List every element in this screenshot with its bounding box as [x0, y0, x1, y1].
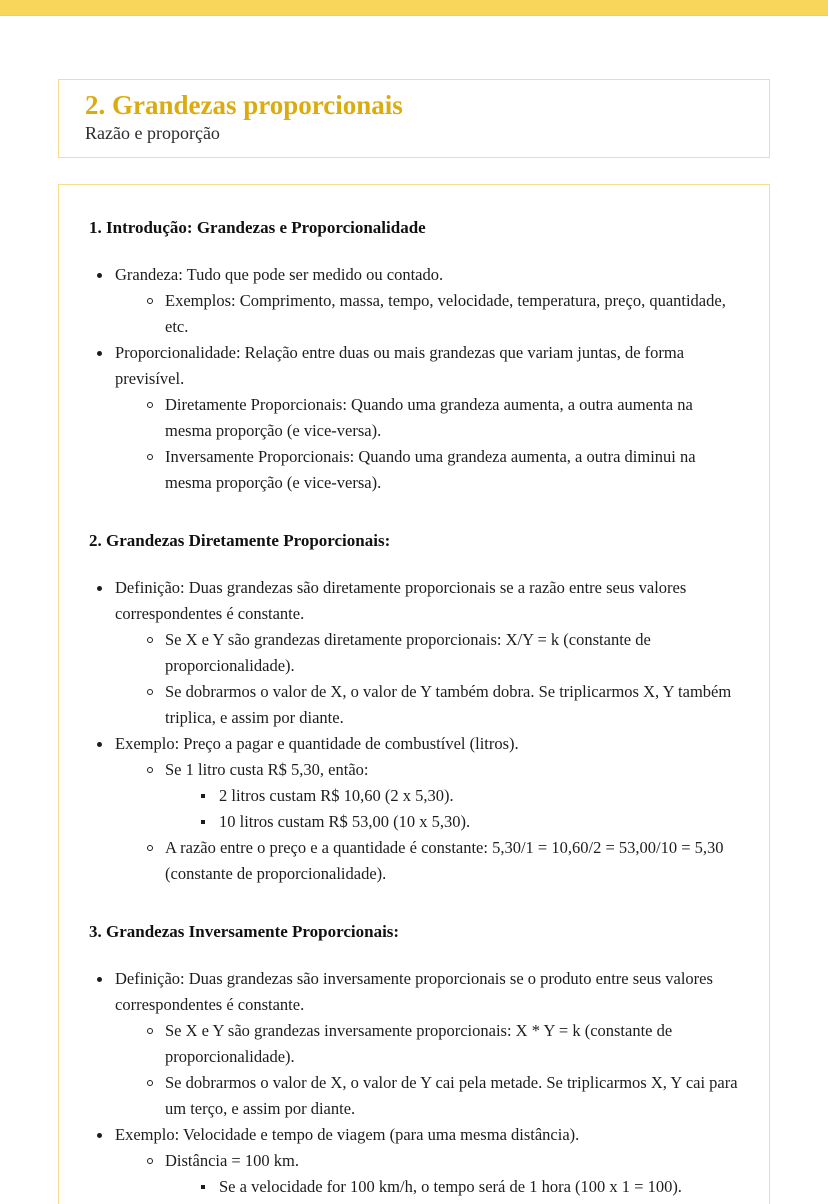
bullet-disc-icon: [97, 742, 102, 747]
list-item-text: Definição: Duas grandezas são inversamente proporcionais se o produto entre seus valores correspondentes é constante.: [115, 969, 713, 1014]
bullet-disc-icon: [97, 1133, 102, 1138]
content-box: [58, 184, 770, 1204]
list-item-text: Se X e Y são grandezas diretamente proporcionais: X/Y = k (constante de proporcionalidade).: [165, 630, 651, 675]
list-item-text: Se 1 litro custa R$ 5,30, então:: [165, 760, 369, 779]
list-item-text: A razão entre o preço e a quantidade é constante: 5,30/1 = 10,60/2 = 53,00/10 = 5,30 (constante de proporcionalidade).: [165, 838, 724, 883]
bullet-square-icon: [201, 820, 205, 824]
bullet-square-icon: [201, 1185, 205, 1189]
list-item-text: Exemplos: Comprimento, massa, tempo, velocidade, temperatura, preço, quantidade, etc.: [165, 291, 726, 336]
list-item-text: Se a velocidade for 100 km/h, o tempo será de 1 hora (100 x 1 = 100).: [219, 1177, 682, 1196]
list-item: [139, 679, 739, 731]
bullet-circle-icon: [147, 1158, 153, 1164]
list-item: [139, 757, 739, 783]
list-item: [139, 1018, 739, 1070]
section-heading: 1. Introdução: Grandezas e Proporcionalidade: [89, 218, 426, 237]
list-item: [139, 444, 739, 496]
bullet-circle-icon: [147, 767, 153, 773]
bullet-disc-icon: [97, 977, 102, 982]
list-item: [139, 835, 739, 887]
list-item: [139, 1070, 739, 1122]
list-item: [139, 392, 739, 444]
list-item-text: Distância = 100 km.: [165, 1151, 299, 1170]
bullet-circle-icon: [147, 1080, 153, 1086]
list-item: [193, 1174, 739, 1200]
bullet-circle-icon: [147, 845, 153, 851]
section-heading: 3. Grandezas Inversamente Proporcionais:: [89, 922, 400, 941]
bullet-disc-icon: [97, 273, 102, 278]
bullet-disc-icon: [97, 586, 102, 591]
list-item-text: Diretamente Proporcionais: Quando uma grandeza aumenta, a outra aumenta na mesma proporção (e vice-versa).: [165, 395, 693, 440]
bullet-circle-icon: [147, 689, 153, 695]
list-item-text: Inversamente Proporcionais: Quando uma grandeza aumenta, a outra diminui na mesma proporção (e vice-versa).: [165, 447, 696, 492]
page-subtitle: Razão e proporção: [85, 123, 220, 143]
list-item: [89, 575, 739, 627]
list-item: [193, 809, 739, 835]
title-box: [58, 79, 770, 158]
top-accent-bar: [0, 0, 828, 16]
bullet-disc-icon: [97, 351, 102, 356]
list-item: [139, 1148, 739, 1174]
list-item: [89, 262, 739, 288]
list-item-text: Se dobrarmos o valor de X, o valor de Y também dobra. Se triplicarmos X, Y também triplica, e assim por diante.: [165, 682, 732, 727]
list-item-text: Exemplo: Velocidade e tempo de viagem (para uma mesma distância).: [115, 1125, 580, 1144]
list-item-text: 10 litros custam R$ 53,00 (10 x 5,30).: [219, 812, 471, 831]
page-title: 2. Grandezas proporcionais: [85, 90, 403, 120]
list-item-text: Exemplo: Preço a pagar e quantidade de combustível (litros).: [115, 734, 519, 753]
bullet-circle-icon: [147, 402, 153, 408]
section-heading: 2. Grandezas Diretamente Proporcionais:: [89, 531, 391, 550]
bullet-square-icon: [201, 794, 205, 798]
list-item: [89, 731, 739, 757]
bullet-circle-icon: [147, 637, 153, 643]
list-item: [89, 1122, 739, 1148]
list-item-text: Grandeza: Tudo que pode ser medido ou contado.: [115, 265, 444, 284]
bullet-circle-icon: [147, 454, 153, 460]
list-item-text: Definição: Duas grandezas são diretamente proporcionais se a razão entre seus valores correspondentes é constante.: [115, 578, 687, 623]
list-item-text: Proporcionalidade: Relação entre duas ou mais grandezas que variam juntas, de forma previsível.: [115, 343, 685, 388]
list-item-text: Se dobrarmos o valor de X, o valor de Y cai pela metade. Se triplicarmos X, Y cai para um terço, e assim por diante.: [165, 1073, 738, 1118]
list-item: [139, 288, 739, 340]
list-item: [89, 340, 739, 392]
bullet-circle-icon: [147, 298, 153, 304]
list-item-text: Se X e Y são grandezas inversamente proporcionais: X * Y = k (constante de proporcionalidade).: [165, 1021, 673, 1066]
content-sections: [89, 215, 739, 1200]
list-item: [193, 783, 739, 809]
list-item: [89, 966, 739, 1018]
list-item-text: 2 litros custam R$ 10,60 (2 x 5,30).: [219, 786, 454, 805]
list-item: [139, 627, 739, 679]
bullet-circle-icon: [147, 1028, 153, 1034]
